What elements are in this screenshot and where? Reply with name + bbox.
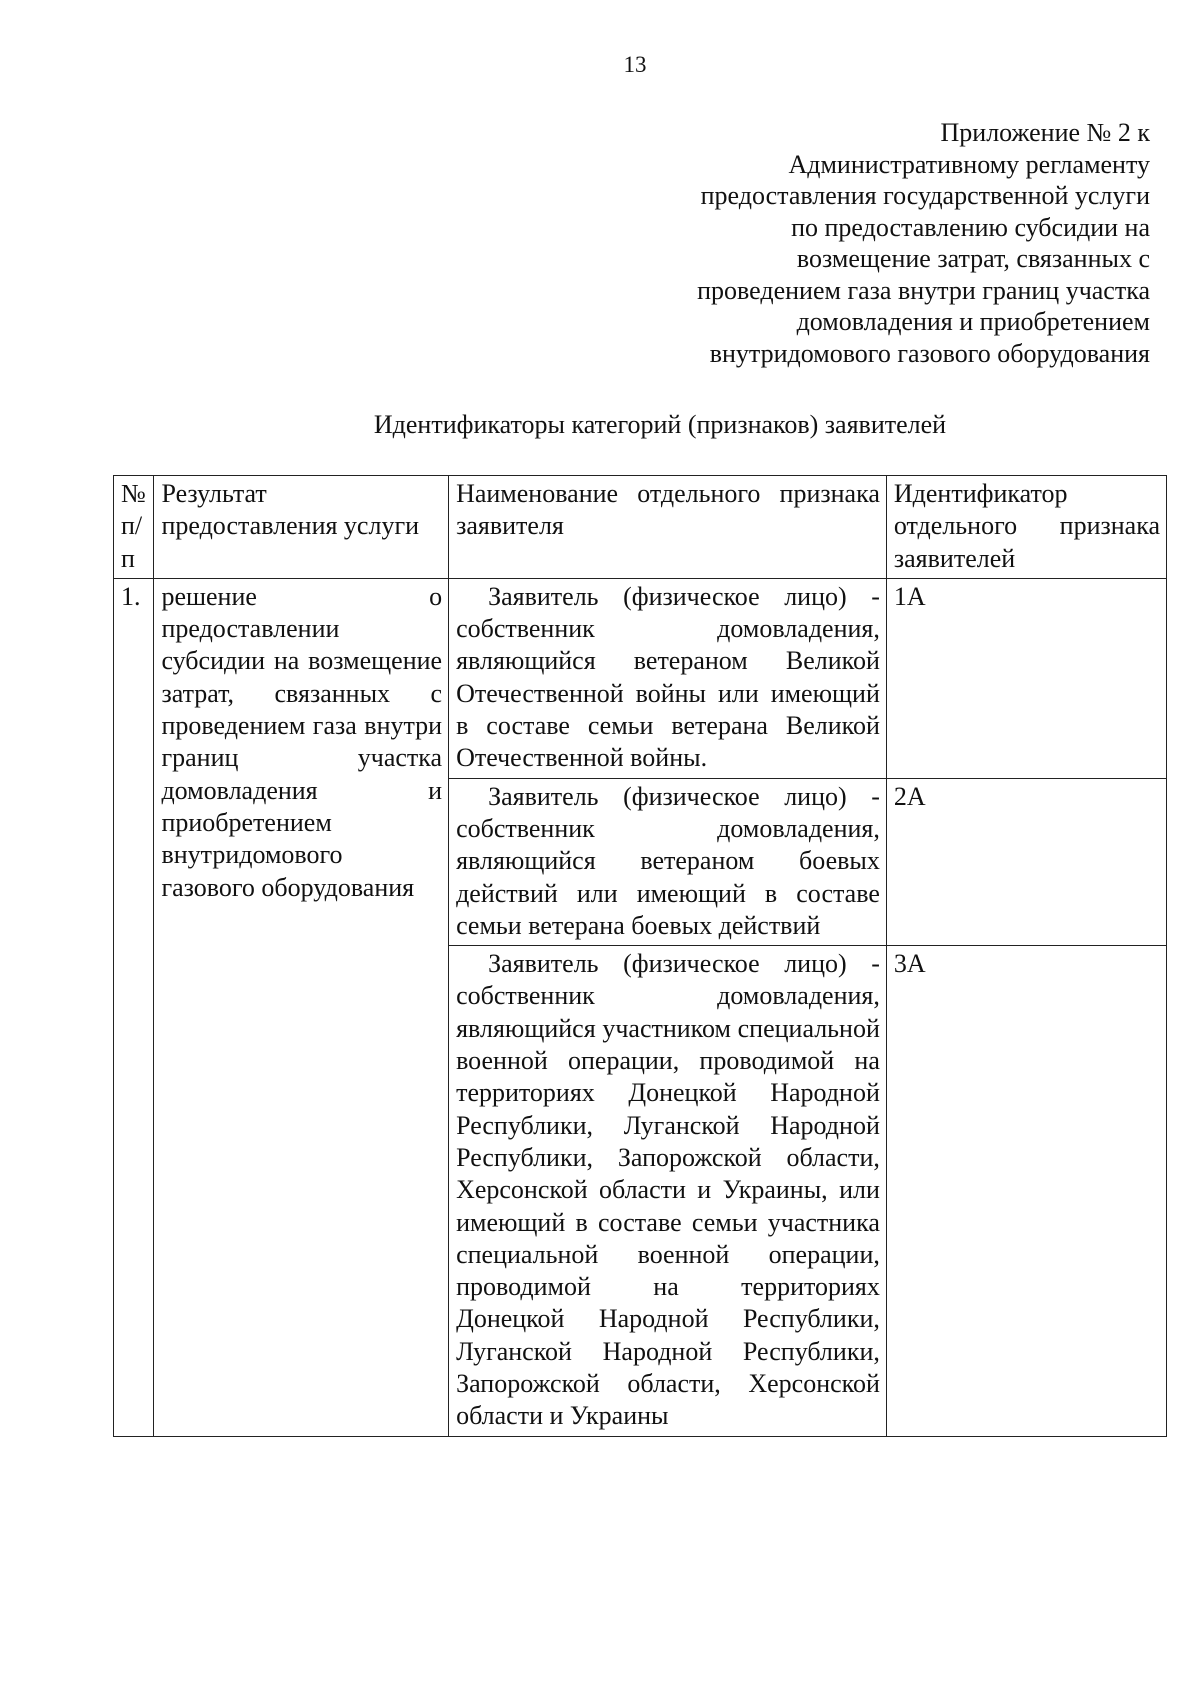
identifier-3: 3А bbox=[886, 946, 1166, 1436]
identifier-1: 1А bbox=[886, 578, 1166, 778]
row-num: 1. bbox=[114, 578, 154, 1436]
identifiers-table bbox=[113, 475, 1167, 1437]
annex-line: возмещение затрат, связанных с bbox=[796, 244, 1150, 273]
row-result: решение о предоставлении субсидии на возмещение затрат, связанных с проведением газа внутри границ участка домовладения и приобретением внутридомового газового оборудования bbox=[154, 578, 449, 1436]
annex-line: по предоставлению субсидии на bbox=[791, 212, 1150, 242]
annex-heading bbox=[530, 117, 1150, 369]
header-name: Наименование отдельного признака заявителя bbox=[449, 476, 887, 579]
annex-line: предоставления государственной услуги bbox=[700, 181, 1150, 210]
annex-line: Административному регламенту bbox=[788, 149, 1150, 179]
applicant-sign-2: Заявитель (физическое лицо) - собственник домовладения, являющийся ветераном боевых действий или имеющий в составе семьи ветерана боевых действий bbox=[449, 778, 887, 945]
applicant-sign-3: Заявитель (физическое лицо) - собственник домовладения, являющийся участником специальной военной операции, проводимой на территориях Донецкой Народной Республики, Луганской Народной Республики, Запорожской области, Херсонской области и Украины, или имеющий в составе семьи участника специальной военной операции, проводимой на территориях Донецкой Народной Республики, Луганской Народной Республики, Запорожской области, Херсонской области и Украины bbox=[449, 946, 887, 1436]
header-num: № п/п bbox=[114, 476, 154, 579]
applicant-sign-1: Заявитель (физическое лицо) - собственник домовладения, являющийся ветераном Великой Отечественной войны или имеющий в составе семьи ветерана Великой Отечественной войны. bbox=[449, 578, 887, 778]
identifier-2: 2А bbox=[886, 778, 1166, 945]
page-number: 13 bbox=[623, 52, 647, 77]
annex-line: внутридомового газового оборудования bbox=[709, 338, 1150, 368]
table-header-row bbox=[114, 476, 1167, 579]
table-row bbox=[114, 578, 1167, 778]
header-result: Результат предоставления услуги bbox=[154, 476, 449, 579]
header-id: Идентификатор отдельного признака заявителей bbox=[886, 476, 1166, 579]
document-title: Идентификаторы категорий (признаков) заявителей bbox=[373, 410, 947, 439]
annex-line: проведением газа внутри границ участка bbox=[697, 275, 1150, 305]
annex-line: Приложение № 2 к bbox=[940, 118, 1150, 147]
annex-line: домовладения и приобретением bbox=[796, 307, 1150, 336]
